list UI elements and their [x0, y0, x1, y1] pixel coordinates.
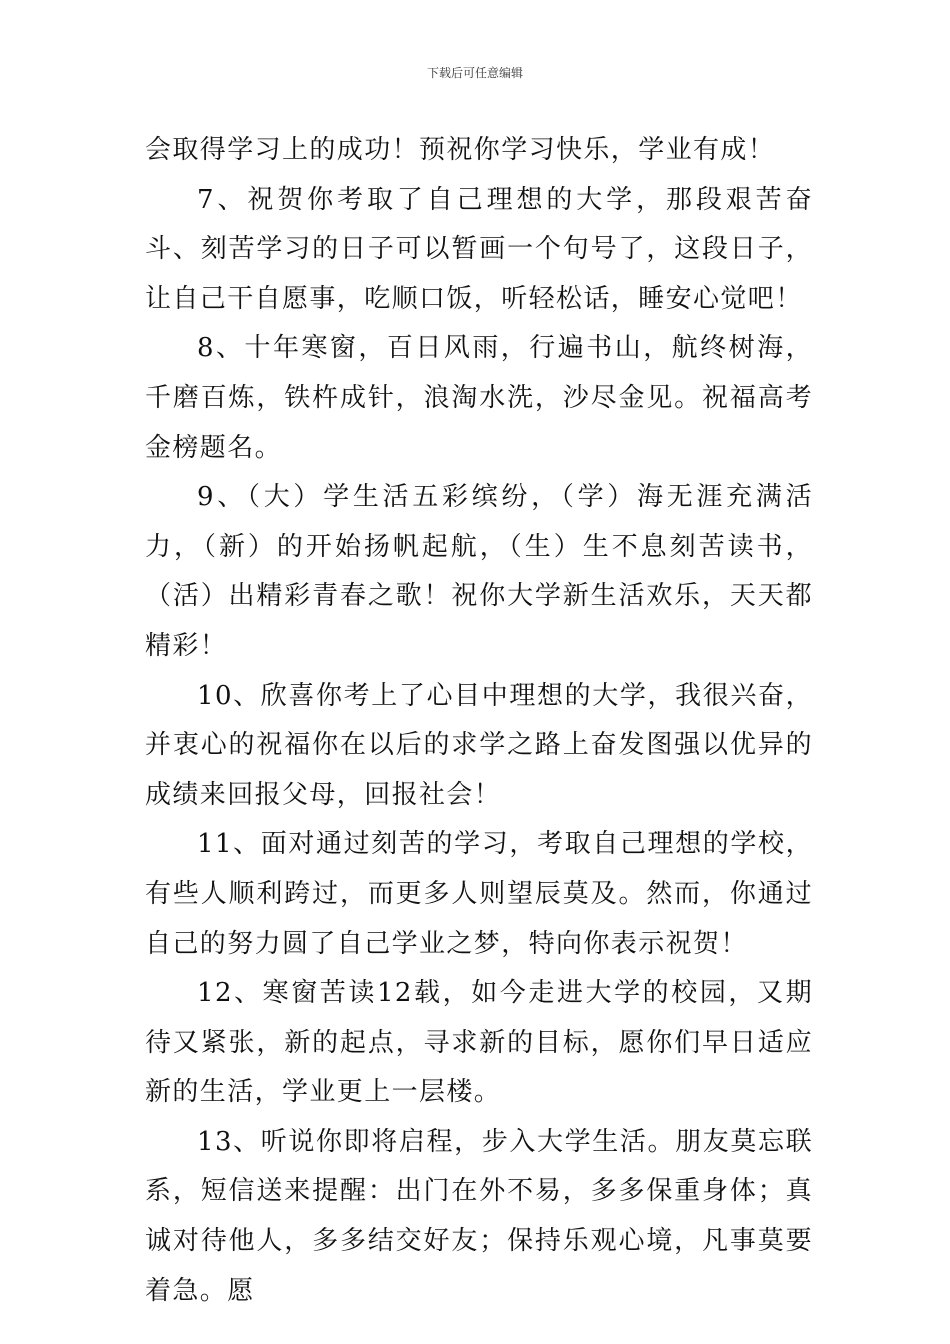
paragraph-9: 9、（大）学生活五彩缤纷，（学）海无涯充满活力，（新）的开始扬帆起航，（生）生不息刻苦读书，（活）出精彩青春之歌！祝你大学新生活欢乐，天天都精彩！: [145, 482, 813, 661]
body-text: [145, 126, 813, 1316]
page-header: 下载后可任意编辑: [426, 66, 523, 80]
paragraph-12: 12、寒窗苦读12载，如今走进大学的校园，又期待又紧张，新的起点，寻求新的目标，愿你们早日适应新的生活，学业更上一层楼。: [145, 978, 813, 1108]
paragraph-continuation: 会取得学习上的成功！预祝你学习快乐，学业有成！: [145, 135, 776, 165]
paragraph-7: 7、祝贺你考取了自己理想的大学，那段艰苦奋斗、刻苦学习的日子可以暂画一个句号了，这段日子，让自己干自愿事，吃顺口饭，听轻松话，睡安心觉吧！: [145, 184, 813, 314]
paragraph-13: 13、听说你即将启程，步入大学生活。朋友莫忘联系，短信送来提醒：出门在外不易，多多保重身体；真诚对待他人，多多结交好友；保持乐观心境，凡事莫要着急。愿: [145, 1126, 813, 1306]
paragraph-10: 10、欣喜你考上了心目中理想的大学，我很兴奋，并衷心的祝福你在以后的求学之路上奋发图强以优异的成绩来回报父母，回报社会！: [145, 680, 813, 810]
paragraph-11: 11、面对通过刻苦的学习，考取自己理想的学校，有些人顺利跨过，而更多人则望辰莫及。然而，你通过自己的努力圆了自己学业之梦，特向你表示祝贺！: [145, 829, 813, 959]
paragraph-8: 8、十年寒窗，百日风雨，行遍书山，航终树海，千磨百炼，铁杵成针，浪淘水洗，沙尽金见。祝福高考金榜题名。: [145, 333, 813, 463]
